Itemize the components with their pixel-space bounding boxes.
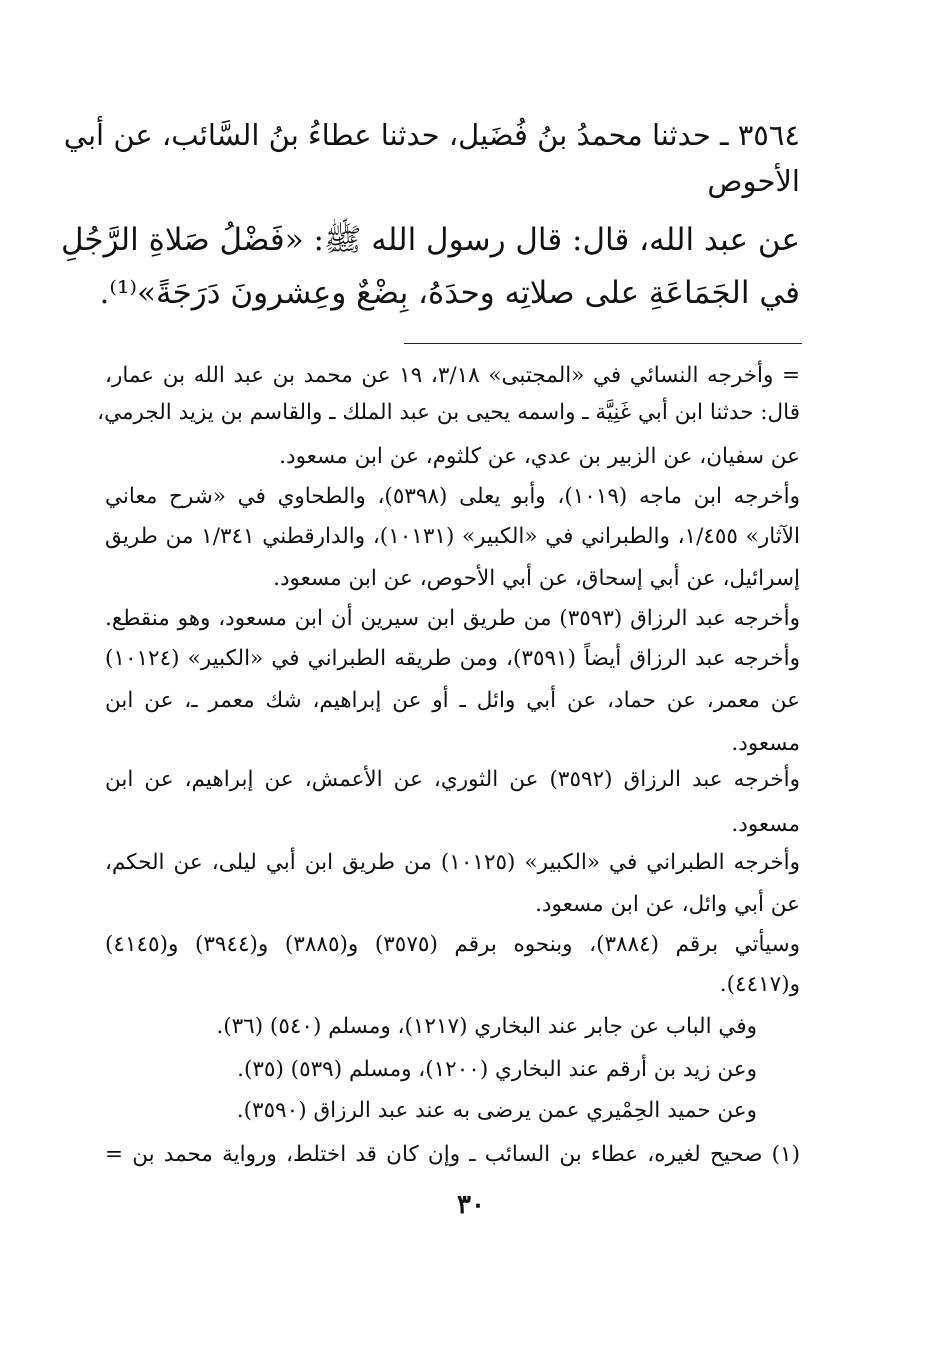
- footnote-line: وأخرجه عبد الرزاق (٣٥٩٣) من طريق ابن سيرين أن ابن مسعود، وهو منقطع.: [105, 606, 800, 631]
- footnote-line: وعن حميد الحِمْيري عمن يرضى به عند عبد الرزاق (٣٥٩٠).: [236, 1098, 757, 1123]
- footnote-line: قال: حدثنا ابن أبي غَنِيَّة ـ واسمه يحيى بن عبد الملك ـ والقاسم بن يزيد الجرمي،: [97, 400, 800, 425]
- footnote-line: وأخرجه ابن ماجه (١٠١٩)، وأبو يعلى (٥٣٩٨)، والطحاوي في «شرح معاني: [105, 484, 800, 509]
- footnote-line: وفي الباب عن جابر عند البخاري (١٢١٧)، ومسلم (٥٤٠) (٣٦).: [216, 1014, 757, 1039]
- footnote-line: عن أبي وائل، عن ابن مسعود.: [535, 892, 800, 917]
- hadith-matn-line-1: عن عبد الله، قال: قال رسول الله ﷺ: «فَضْلُ صَلاةِ الرَّجُلِ: [60, 222, 800, 258]
- hadith-isnad-line-2: الأحوص: [707, 164, 800, 198]
- footnote-line: الآثار» ١/٤٥٥، والطبراني في «الكبير» (١٠١٣١)، والدارقطني ١/٣٤١ من طريق: [105, 524, 800, 549]
- hadith-isnad-line-1: ٣٥٦٤ ـ حدثنا محمدُ بنُ فُضَيل، حدثنا عطاءُ بنُ السَّائب، عن أبي: [63, 118, 800, 152]
- footnote-line: وأخرجه عبد الرزاق أيضاً (٣٥٩١)، ومن طريقه الطبراني في «الكبير» (١٠١٢٤): [105, 646, 800, 671]
- page-number: ٣٠: [457, 1190, 485, 1220]
- footnote-line: وسيأتي برقم (٣٨٨٤)، وبنحوه برقم (٣٥٧٥) و(٣٨٨٥) و(٣٩٤٤) و(٤١٤٥): [105, 932, 800, 957]
- footnote-line: إسرائيل، عن أبي إسحاق، عن أبي الأحوص، عن ابن مسعود.: [273, 566, 800, 591]
- footnote-line: و(٤٤١٧).: [719, 972, 800, 997]
- footnote-line: عن سفيان، عن الزبير بن عدي، عن كلثوم، عن ابن مسعود.: [279, 444, 800, 469]
- footnote-line: = وأخرجه النسائي في «المجتبى» ٣/١٨، ١٩ عن محمد بن عبد الله بن عمار،: [105, 363, 800, 388]
- footnote-line: مسعود.: [731, 731, 800, 756]
- footnote-line: وأخرجه الطبراني في «الكبير» (١٠١٢٥) من طريق ابن أبي ليلى، عن الحكم،: [105, 850, 801, 875]
- footnote-line: وعن زيد بن أرقم عند البخاري (١٢٠٠)، ومسلم (٥٣٩) (٣٥).: [237, 1057, 757, 1082]
- hadith-matn-line-2: في الجَمَاعَةِ على صلاتِه وحدَهُ، بِضْعٌ وعِشرونَ دَرَجَةً»⁽¹⁾.: [99, 275, 800, 311]
- footnote-line: وأخرجه عبد الرزاق (٣٥٩٢) عن الثوري، عن الأعمش، عن إبراهيم، عن ابن: [105, 767, 800, 792]
- footnote-line: مسعود.: [731, 812, 800, 837]
- footnote-1: (١) صحيح لغيره، عطاء بن السائب ـ وإن كان قد اختلط، ورواية محمد بن =: [105, 1142, 800, 1167]
- footnote-divider: [404, 343, 802, 344]
- footnote-line: عن معمر، عن حماد، عن أبي وائل ـ أو عن إبراهيم، شك معمر ـ، عن ابن: [105, 688, 800, 713]
